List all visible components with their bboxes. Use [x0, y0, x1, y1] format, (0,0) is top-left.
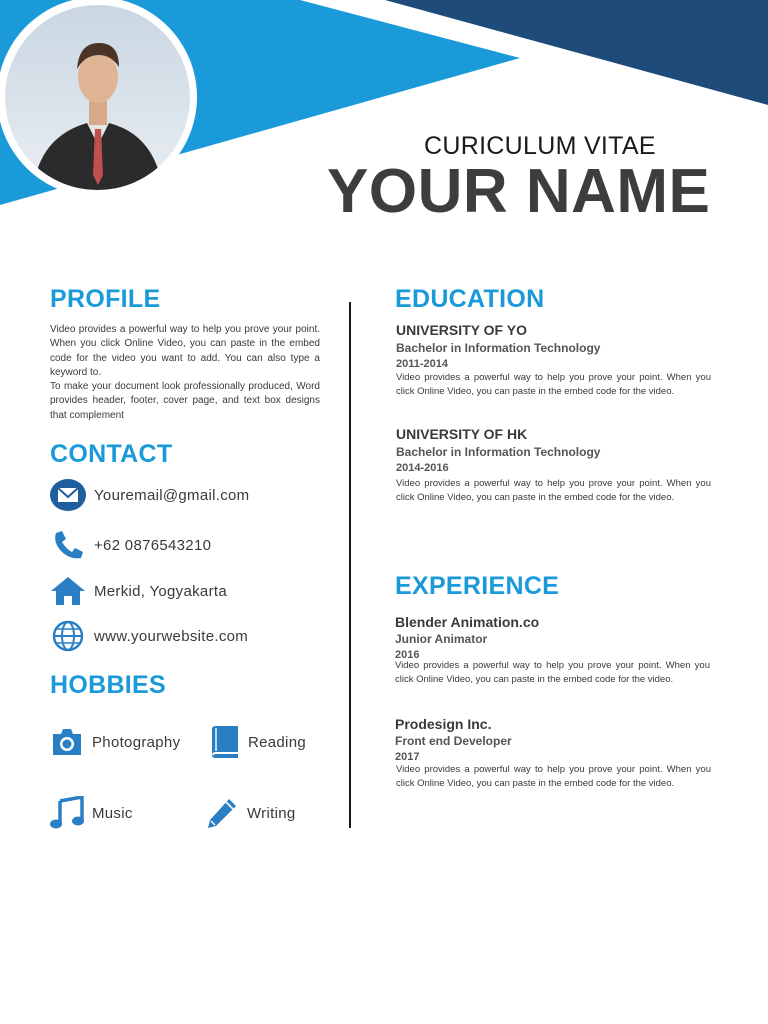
hobby-music	[48, 796, 133, 830]
experience-desc-1: Video provides a powerful way to help you prove your point. When you click Online Video, you can paste in the embed code for the video.	[395, 660, 710, 685]
education-years-2: 2014-2016	[396, 462, 449, 474]
book-icon	[208, 725, 240, 759]
contact-email	[50, 479, 249, 511]
experience-role-1: Junior Animator	[395, 632, 488, 646]
education-title: EDUCATION	[395, 285, 545, 313]
website-text[interactable]: www.yourwebsite.com	[94, 627, 249, 645]
column-divider	[349, 302, 351, 828]
cv-label: CURICULUM VITAE	[424, 132, 656, 160]
contact-phone	[50, 530, 211, 560]
education-desc-1: Video provides a powerful way to help you prove your point. When you click Online Video, you can paste in the embed code for the video.	[396, 372, 711, 397]
education-years-1: 2011-2014	[396, 358, 448, 370]
pencil-icon	[205, 796, 239, 830]
address-text: Merkid, Yogyakarta	[94, 582, 227, 600]
hobby-writing	[205, 796, 296, 830]
contact-address	[50, 576, 227, 606]
hobby-reading-text: Reading	[248, 733, 306, 751]
experience-year-1: 2016	[395, 649, 420, 661]
hobby-reading	[208, 725, 306, 759]
globe-icon	[50, 620, 86, 652]
music-icon	[48, 796, 84, 830]
phone-icon	[50, 530, 86, 560]
education-desc-2: Video provides a powerful way to help you prove your point. When you click Online Video, you can paste in the embed code for the video.	[396, 478, 711, 503]
experience-title: EXPERIENCE	[395, 572, 560, 600]
contact-title: CONTACT	[50, 440, 173, 468]
camera-icon	[50, 727, 84, 757]
education-degree-1: Bachelor in Information Technology	[396, 341, 601, 355]
hobby-photography-text: Photography	[92, 733, 181, 751]
profile-photo	[5, 5, 190, 190]
education-degree-2: Bachelor in Information Technology	[396, 445, 601, 459]
experience-company-2: Prodesign Inc.	[395, 716, 492, 732]
hobby-photography	[50, 727, 180, 757]
hobbies-title: HOBBIES	[50, 671, 167, 699]
hobby-writing-text: Writing	[247, 804, 296, 822]
email-icon	[50, 479, 86, 511]
home-icon	[50, 576, 86, 606]
education-school-2: UNIVERSITY OF HK	[396, 426, 528, 442]
profile-paragraph-2: To make your document look professionally produced, Word provides header, footer, cover page, and text box designs that complement	[50, 381, 320, 421]
profile-paragraph-1: Video provides a powerful way to help you prove your point. When you click Online Video, you can paste in the embed code for the video you want to add. You can also type a keyword to.	[50, 324, 320, 378]
experience-role-2: Front end Developer	[395, 734, 512, 748]
full-name: YOUR NAME	[327, 157, 711, 226]
email-text[interactable]: Youremail@gmail.com	[94, 486, 250, 504]
profile-title: PROFILE	[50, 285, 161, 313]
experience-desc-2: Video provides a powerful way to help you prove your point. When you click Online Video, you can paste in the embed code for the video.	[396, 764, 711, 789]
phone-text: +62 0876543210	[94, 536, 212, 554]
experience-year-2: 2017	[395, 751, 420, 763]
hobby-music-text: Music	[92, 804, 133, 822]
contact-website	[50, 620, 248, 652]
experience-company-1: Blender Animation.co	[395, 614, 540, 630]
education-school-1: UNIVERSITY OF YO	[396, 322, 527, 338]
